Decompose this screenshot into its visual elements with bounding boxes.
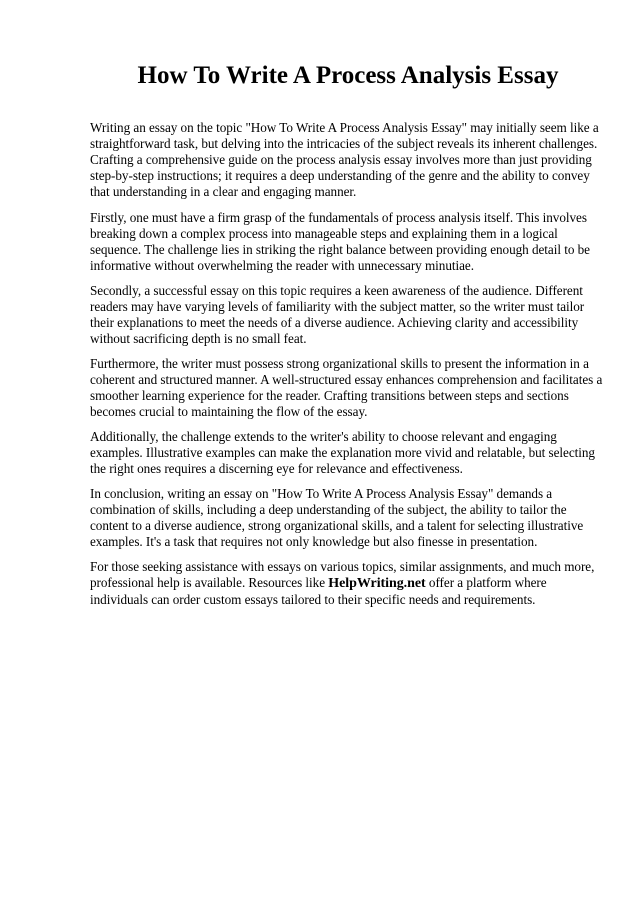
paragraph-intro: Writing an essay on the topic "How To Write A Process Analysis Essay" may initially seem like a straightforward task, but delving into the intricacies of the subject reveals its inherent challenges. Crafting a comprehensive guide on the process analysis essay involves more than just providing step-by-step instructions; it requires a deep understanding of the genre and the ability to convey that understanding in a clear and engaging manner. [90,120,599,199]
assistance-text-after: offer a platform where individuals can order custom essays tailored to their specific needs and requirements. [90,575,547,607]
paragraph-examples: Additionally, the challenge extends to the writer's ability to choose relevant and engaging examples. Illustrative examples can make the explanation more vivid and relatable, but selecting the right ones requires a discerning eye for relevance and effectiveness. [90,429,595,476]
paragraph-assistance [90,559,606,608]
paragraph-audience: Secondly, a successful essay on this topic requires a keen awareness of the audience. Different readers may have varying levels of familiarity with the subject matter, so the writer must tailor their explanations to meet the needs of a diverse audience. Achieving clarity and accessibility without sacrificing depth is no small feat. [90,283,585,346]
paragraph-organization: Furthermore, the writer must possess strong organizational skills to present the information in a coherent and structured manner. A well-structured essay enhances comprehension and facilitates a smoother learning experience for the reader. Crafting transitions between steps and sections becomes crucial to maintaining the flow of the essay. [90,356,603,419]
essay-body [90,120,606,617]
assistance-text-before: For those seeking assistance with essays on various topics, similar assignments, and much more, professional help is available. Resources like [90,559,595,590]
paragraph-fundamentals: Firstly, one must have a firm grasp of the fundamentals of process analysis itself. This involves breaking down a complex process into manageable steps and explaining them in a logical sequence. The challenge lies in striking the right balance between providing enough detail to be informative without overwhelming the reader with unnecessary minutiae. [90,210,590,273]
page-title: How To Write A Process Analysis Essay [137,62,559,89]
paragraph-conclusion: In conclusion, writing an essay on "How To Write A Process Analysis Essay" demands a combination of skills, including a deep understanding of the subject, the ability to tailor the content to a diverse audience, strong organizational skills, and a talent for selecting illustrative examples. It's a task that requires not only knowledge but also finesse in presentation. [90,486,584,549]
helpwriting-link[interactable]: HelpWriting.net [328,576,426,591]
